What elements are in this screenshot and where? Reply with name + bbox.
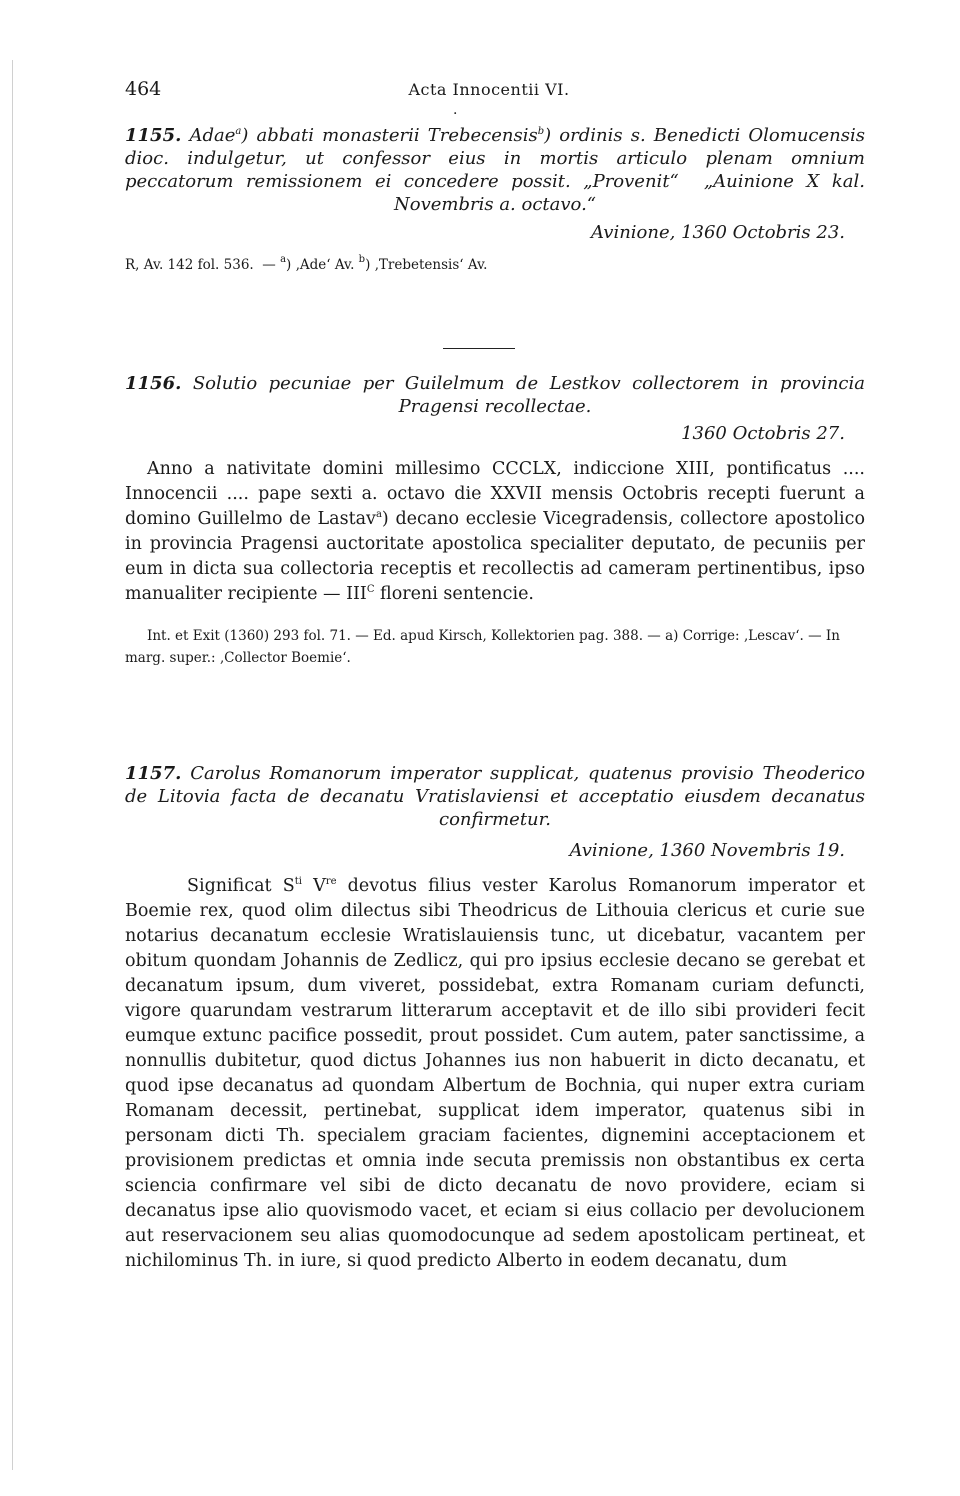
entry-number: 1156. — [125, 373, 182, 394]
entry-number: 1155. — [125, 125, 182, 146]
entry-1156-notes: Int. et Exit (1360) 293 fol. 71. — Ed. apud Kirsch, Kollektorien pag. 388. — a) Corrige: ‚Lescav‘. — In marg. super.: ‚Collector Boemie‘. — [125, 628, 840, 666]
entry-1156 — [125, 372, 865, 669]
entry-1157-body: Significat $S^{ti}$ Vre devotus filius vester Karolus Romanorum imperator et Boemie rex, quod olim dilectus sibi Theodricus de Lithouia clericus et curie sue notarius decanatum ecclesie Wratislauiensis tunc, ut dicebatur, vacantem per obitum quondam Johannis de Zedlicz, qui pro ipsius ecclesie decano se gerebat et decanatum ipsum, dum viveret, possidebat, extra Romanam curiam defuncti, vigore quarundam vestrarum litterarum acceptavit et de illo sibi provideri fecit eumque extunc pacifice possedit, prout possidet. Cum autem, pater sanctissime, a nonnullis dubitetur, quod dictus Johannes ius non habuerit in dicto decanatu, et quod ipse decanatus ad quondam Albertum de Bochnia, qui nuper extra curiam Romanam decessit, pertinebat, supplicat idem imperator, quatenus sibi in personam dicti Th. specialem graciam facientes, dignemini acceptacionem et provisionem predictas et omnia inde secuta premissis non obstantibus ex certa sciencia confirmare vel sibi de dicto decanatu de novo providere, eciam si decanatus ipse alio quovismodo vacet, et eciam si eius collacio per devolucionem aut reservacionem seu alias quomodocunque ad sedem apostolicam pertineat, et nichilominus Th. in iure, si quod predicto Alberto in eodem decanatu, dum — [125, 876, 865, 1271]
running-title — [0, 80, 960, 99]
entry-1155-title: 1155. Adae$^a$) abbati monasterii Trebecensis$^b$) ordinis s. Benedicti Olomucensis dioc. indulgetur, ut confessor eius in mortis articulo plenam omnium peccatorum remissionem ei concedere possit. „Provenit“ „Auinione X kal. Novembris a. octavo.“ — [125, 125, 865, 215]
entry-1155-date: Avinione, 1360 Octobris 23. — [591, 222, 845, 243]
entry-1157-date: Avinione, 1360 Novembris 19. — [569, 840, 845, 861]
entry-1156-title — [125, 372, 865, 418]
section-divider — [443, 348, 515, 349]
scan-edge-line — [12, 60, 13, 1470]
entry-1157 — [125, 762, 865, 1274]
entry-1157-title-text: Carolus Romanorum imperator supplicat, quatenus provisio Theoderico de Litovia facta de decanatu Vratislaviensi et acceptatio eiusdem decanatus confirmetur. — [125, 763, 865, 830]
entry-1156-body: Anno a nativitate domini millesimo CCCLX, indiccione XIII, pontificatus .... Innocencii .... pape sexti a. octavo die XXVII mensis Octobris recepti fuerunt a domino Guillelmo de Lastav$^a$) decano ecclesie Vicegradensis, collectore apostolico in provincia Pragensi auctoritate apostolica specialiter deputato, de pecuniis per eum in dicta sua collectoria receptis et recollectis ad cameram pertinentibus, ipso manualiter recipiente — $III^C$ floreni sentencie. — [125, 459, 865, 604]
running-title-text: Acta Innocentii VI. — [408, 80, 570, 99]
entry-1155 — [125, 124, 865, 276]
entry-number: 1157. — [125, 763, 182, 784]
entry-1156-title-text: Solutio pecuniae per Guilelmum de Lestkov collectorem in provincia Pragensi recollectae. — [192, 373, 865, 417]
page-number: 464 — [125, 78, 162, 100]
entry-1157-title — [125, 762, 865, 831]
entry-1155-notes: R, Av. 142 fol. 536. — $^a$) ‚Ade‘ Av. $^b$) ‚Trebetensis‘ Av. — [125, 254, 488, 273]
entry-1156-date: 1360 Octobris 27. — [681, 423, 845, 444]
stray-dot: · — [453, 106, 458, 122]
